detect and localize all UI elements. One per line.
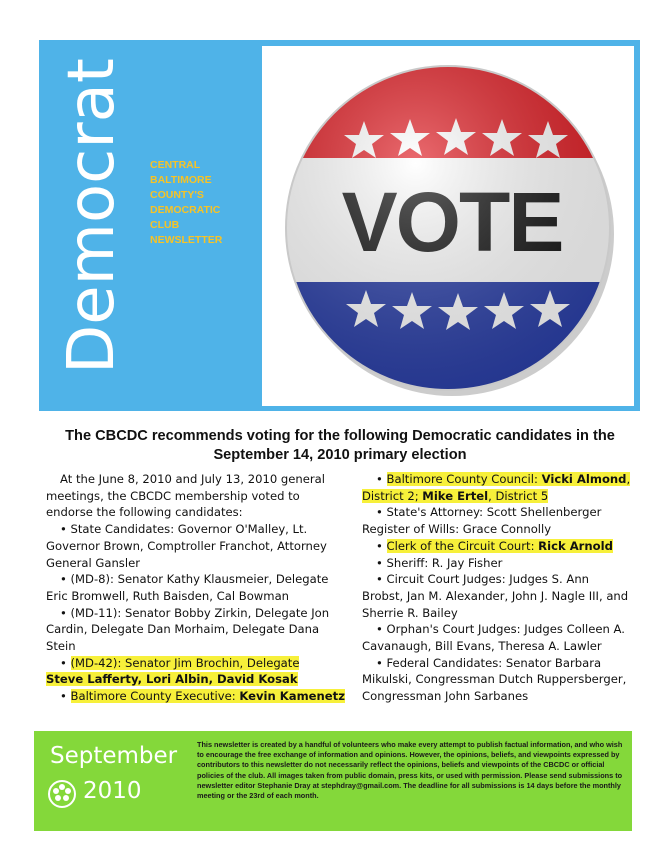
list-item: • State's Attorney: Scott Shellenberger Register of Wills: Grace Connolly	[362, 505, 602, 537]
tagline-line: CLUB	[150, 219, 180, 231]
highlight-md42: (MD-42): Senator Jim Brochin, Delegate	[70, 655, 300, 670]
list-item	[46, 688, 346, 705]
tagline-line: CENTRAL	[150, 159, 201, 171]
council-name: Vicki Almond	[541, 472, 627, 486]
council-label: Baltimore County Council:	[386, 472, 542, 486]
highlight-council: Baltimore County Council: Vicki Almond, District 2; Mike Ertel, District 5	[362, 472, 631, 503]
vote-button-image	[262, 46, 634, 406]
bullet: •	[376, 538, 387, 553]
list-item: • (MD-8): Senator Kathy Klausmeier, Delegate Eric Bromwell, Ruth Baisden, Cal Bowman	[46, 572, 329, 603]
bullet: •	[60, 655, 71, 670]
flower-icon	[47, 779, 77, 809]
highlight-md42-names: Steve Lafferty, Lori Albin, David Kosak	[46, 672, 298, 687]
list-item	[362, 538, 632, 555]
footer-year: 2010	[83, 778, 142, 804]
council-district: , District 5	[488, 488, 549, 503]
clerk-name: Rick Arnold	[538, 538, 613, 553]
vote-button-photo	[262, 46, 634, 406]
exec-name: Kevin Kamenetz	[239, 689, 345, 704]
footer	[34, 731, 632, 831]
tagline-line: COUNTY'S	[150, 189, 204, 201]
intro-paragraph: At the June 8, 2010 and July 13, 2010 general meetings, the CBCDC membership voted to endorse the following candidates:	[46, 472, 325, 520]
bullet: •	[376, 472, 387, 486]
footer-month: September	[50, 743, 178, 769]
tagline-line: BALTIMORE	[150, 174, 212, 186]
council-name: Mike Ertel	[422, 488, 489, 503]
masthead-tagline	[150, 158, 250, 248]
exec-label: Baltimore County Executive:	[70, 689, 240, 704]
bullet: •	[60, 689, 71, 704]
headline: The CBCDC recommends voting for the following Democratic candidates in the September 14, 2010 primary election	[65, 428, 615, 463]
list-item: • Circuit Court Judges: Judges S. Ann Brobst, Jan M. Alexander, John J. Nagle III, and Sherrie R. Bailey	[362, 572, 629, 620]
footer-disclaimer: This newsletter is created by a handful of volunteers who make every attempt to publish factual information, and who wish to encourage the free exchange of information and opinions. However, the opinions, beliefs, and viewpoints expressed by contributors to this newsletter do not necessarily reflect the opinions, beliefs and viewpoints of the CBCDC or official policies of the club. All images taken from public domain, press kits, or used with permission. Please send submissions to newsletter editor Stephanie Dray at stephdray@gmail.com. The deadline for all submissions is 14 days before the monthly meeting or the 23rd of each month.	[197, 740, 623, 801]
highlight-clerk	[387, 539, 613, 553]
list-item: • Federal Candidates: Senator Barbara Mikulski, Congressman Dutch Ruppersberger, Congressman John Sarbanes	[362, 655, 627, 704]
list-item: • State Candidates: Governor O'Malley, Lt. Governor Brown, Comptroller Franchot, Attorney General Gansler	[46, 522, 327, 570]
list-item: • (MD-11): Senator Bobby Zirkin, Delegate Jon Cardin, Delegate Dan Morhaim, Delegate Dana Stein	[46, 605, 330, 654]
right-column	[362, 471, 632, 705]
clerk-label: Clerk of the Circuit Court:	[386, 538, 539, 553]
list-item	[362, 471, 632, 504]
list-item: • Orphan's Court Judges: Judges Colleen A. Cavanaugh, Bill Evans, Theresa A. Lawler	[362, 622, 625, 654]
list-item	[46, 655, 346, 688]
tagline-line: NEWSLETTER	[150, 234, 223, 246]
list-item: • Sheriff: R. Jay Fisher	[376, 555, 503, 570]
masthead-title-text: Democrat	[55, 58, 129, 374]
left-column	[46, 471, 346, 705]
masthead-title	[55, 46, 129, 386]
tagline-line: DEMOCRATIC	[150, 204, 221, 216]
highlight-exec	[71, 689, 345, 703]
